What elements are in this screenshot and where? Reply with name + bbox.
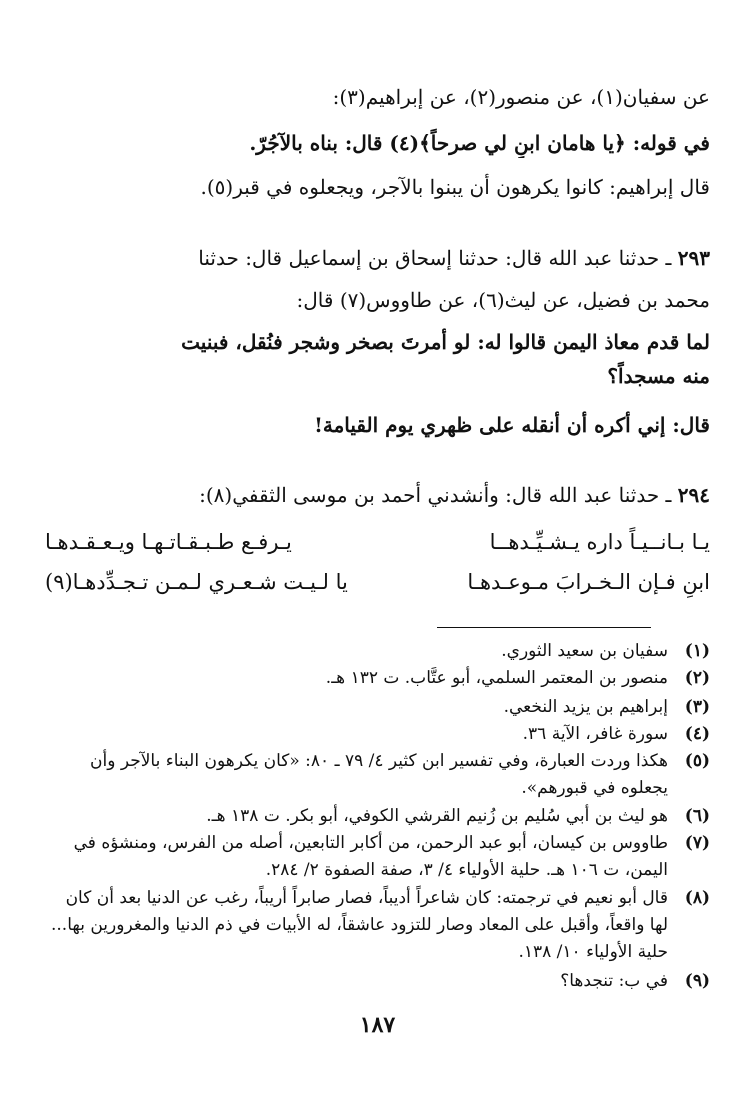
hadith-293-heading	[45, 243, 710, 273]
hadith-number: ٢٩٣	[677, 246, 710, 270]
hadith-294-heading	[45, 480, 710, 510]
hadith-text: ـ حدثنا عبد الله قال: حدثنا إسحاق بن إسماعيل قال: حدثنا	[198, 246, 672, 270]
footnote-separator	[437, 627, 651, 628]
footnote-text: هكذا وردت العبارة، وفي تفسير ابن كثير ٤/ ٧٩ ـ ٨٠: «كان يكرهون البناء بالآجر وأن يجعلوه في قبورهم».	[90, 751, 668, 798]
footnote-6	[50, 803, 710, 830]
footnote-3	[50, 694, 710, 721]
footnote-5	[50, 748, 710, 802]
footnote-text: سورة غافر، الآية ٣٦.	[522, 724, 668, 744]
footnote-text: في ب: تنجدها؟	[560, 971, 668, 991]
poem-hemistich-second: يـرفـع طـبـقـاتـهـا ويـعـقـدهـا	[45, 530, 292, 554]
footnote-number: (٩)	[684, 971, 710, 991]
poem-hemistich-first: ابنِ فـإن الـخـرابَ مـوعـدهـا	[467, 570, 710, 594]
footnote-text: قال أبو نعيم في ترجمته: كان شاعراً أديباً، فصار صابراً أريباً، رغب عن الدنيا بعد أن كان لها واقعاً، وأقبل على المعاد وصار للتزود عاشقاً، له الأبيات في ذم الدنيا والمغرورين بها... حلية الأولياء ١٠/ ١٣٨.	[50, 888, 668, 962]
footnote-7	[50, 830, 710, 884]
hadith-number: ٢٩٤	[677, 483, 710, 507]
text-line-hadith-293-body: لما قدم معاذ اليمن قالوا له: لو أمرتَ بصخر وشجر فنُقل، فبنيت	[181, 330, 710, 354]
footnote-4	[50, 721, 710, 748]
text-line-quran-quote: في قوله: ﴿يا هامان ابنِ لي صرحاً﴾(٤) قال: بناه بالآجُرّ.	[249, 131, 710, 155]
footnote-text: منصور بن المعتمر السلمي، أبو عتَّاب. ت ١٣٢ هـ.	[325, 668, 668, 688]
text-line-ibrahim-saying: قال إبراهيم: كانوا يكرهون أن يبنوا بالآجر، ويجعلوه في قبر(٥).	[200, 175, 710, 199]
footnote-number: (١)	[684, 641, 710, 661]
footnote-number: (٧)	[684, 833, 710, 853]
footnote-number: (٥)	[684, 751, 710, 771]
text-line-hadith-293-answer: قال: إني أكره أن أنقله على ظهري يوم القيامة!	[314, 413, 710, 437]
poem-verse-1	[45, 525, 710, 559]
hadith-text: ـ حدثنا عبد الله قال: وأنشدني أحمد بن موسى الثقفي(٨):	[199, 483, 672, 507]
text-line-isnad: عن سفيان(١)، عن منصور(٢)، عن إبراهيم(٣):	[332, 85, 710, 109]
footnote-text: إبراهيم بن يزيد النخعي.	[503, 697, 668, 717]
footnote-2	[50, 665, 710, 692]
footnote-text: طاووس بن كيسان، أبو عبد الرحمن، من أكابر التابعين، أصله من الفرس، ومنشؤه في اليمن، ت ١٠٦ هـ. حلية الأولياء ٤/ ٣، صفة الصفوة ٢/ ٢٨٤.	[73, 833, 668, 880]
footnote-number: (٨)	[684, 888, 710, 908]
footnote-text: سفيان بن سعيد الثوري.	[501, 641, 668, 661]
footnote-9	[50, 968, 710, 995]
text-line-hadith-293-chain: محمد بن فضيل، عن ليث(٦)، عن طاووس(٧) قال:	[296, 288, 710, 312]
footnote-text: هو ليث بن أبي سُليم بن زُنيم القرشي الكوفي، أبو بكر. ت ١٣٨ هـ.	[206, 806, 668, 826]
footnote-number: (٤)	[684, 724, 710, 744]
text-line-hadith-293-body-cont: منه مسجداً؟	[607, 364, 710, 388]
page-number: ١٨٧	[359, 1012, 396, 1038]
footnote-1	[50, 638, 710, 665]
footnote-number: (٢)	[684, 668, 710, 688]
poem-hemistich-second: يا لـيـت شـعـري لـمـن تـجـدِّدهـا(٩)	[45, 570, 348, 594]
footnote-8	[50, 885, 710, 966]
footnote-number: (٦)	[684, 806, 710, 826]
poem-hemistich-first: يـا بـانــيـاً داره يـشـيِّـدهــا	[489, 530, 710, 554]
footnote-number: (٣)	[684, 697, 710, 717]
poem-verse-2	[45, 565, 710, 599]
